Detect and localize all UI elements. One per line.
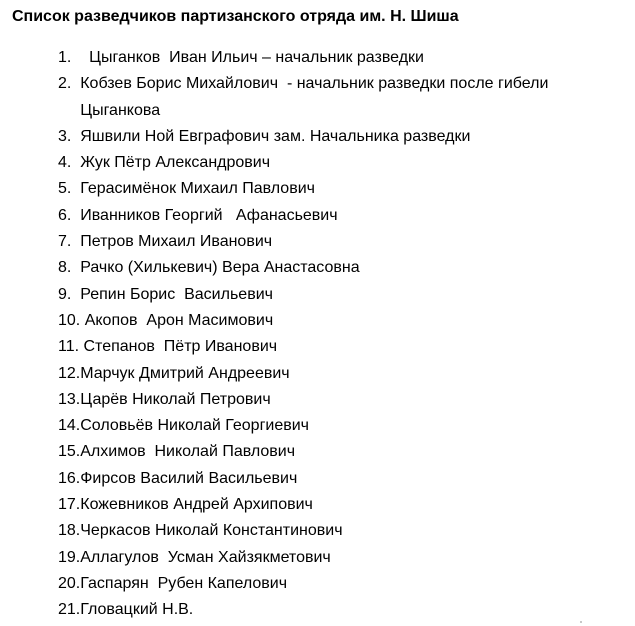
list-item-number: 2. (58, 75, 81, 93)
list-item-text: Кожевников Андрей Архипович (80, 496, 313, 514)
scan-speck (580, 621, 582, 623)
list-item (58, 255, 603, 281)
scouts-list (58, 45, 603, 624)
list-item (58, 439, 603, 465)
list-item-number: 11. (58, 338, 84, 356)
list-item (58, 308, 603, 334)
list-item-text: Аллагулов Усман Хайзякметович (80, 548, 331, 566)
list-item-number: 13. (58, 390, 81, 408)
list-item-text: Петров Михаил Иванович (80, 233, 273, 251)
list-item-text: Гловацкий Н.В. (80, 601, 194, 619)
list-item (58, 45, 603, 71)
list-item (58, 545, 603, 571)
list-item-text: Репин Борис Васильевич (80, 285, 273, 303)
list-item-text: Соловьёв Николай Георгиевич (80, 417, 310, 435)
list-item (58, 466, 603, 492)
list-item (58, 492, 603, 518)
list-item-number: 5. (58, 180, 81, 198)
list-item (58, 518, 603, 544)
list-item-number: 4. (58, 154, 81, 172)
list-item (58, 176, 603, 202)
list-item-number: 3. (58, 127, 81, 145)
list-item-number: 18. (58, 522, 81, 540)
list-item-number: 6. (58, 206, 81, 224)
list-item (58, 71, 603, 124)
list-item-number: 19. (58, 548, 81, 566)
list-item-text: Фирсов Василий Васильевич (80, 469, 298, 487)
list-item (58, 229, 603, 255)
list-item (58, 334, 603, 360)
list-item (58, 361, 603, 387)
list-item (58, 124, 603, 150)
list-item-body (80, 71, 548, 124)
list-item-number: 7. (58, 233, 81, 251)
list-item-text: Марчук Дмитрий Андреевич (80, 364, 290, 382)
list-item-text: Рачко (Хилькевич) Вера Анастасовна (80, 259, 360, 277)
list-item-text: Кобзев Борис Михайлович - начальник разведки после гибели (80, 75, 549, 93)
list-item-text: Черкасов Николай Константинович (80, 522, 343, 540)
list-item (58, 387, 603, 413)
list-item (58, 282, 603, 308)
list-item-number: 17. (58, 496, 81, 514)
list-item-text: Степанов Пётр Иванович (83, 338, 278, 356)
list-item-text: Жук Пётр Александрович (80, 154, 271, 172)
list-item-number: 20. (58, 574, 81, 592)
list-item (58, 597, 603, 623)
list-item (58, 203, 603, 229)
list-item-text: Царёв Николай Петрович (80, 390, 271, 408)
list-item-text: Гаспарян Рубен Капелович (80, 574, 288, 592)
list-item-text: Цыганков Иван Ильич – начальник разведки (84, 49, 424, 66)
list-item-text: Иванников Георгий Афанасьевич (80, 206, 338, 224)
list-item-number: 15. (58, 443, 81, 461)
list-item-number: 14. (58, 417, 81, 435)
list-item (58, 413, 603, 439)
list-item-text: Алхимов Николай Павлович (80, 443, 296, 461)
list-item-number: 8. (58, 259, 81, 277)
list-item-number: 1. (58, 49, 85, 66)
list-item-text: Герасимёнок Михаил Павлович (80, 180, 315, 198)
list-item-text: Акопов Арон Масимович (84, 311, 274, 329)
list-item-number: 9. (58, 285, 81, 303)
list-item-number: 16. (58, 469, 81, 487)
list-item-text: Яшвили Ной Евграфович зам. Начальника разведки (80, 127, 471, 145)
list-item-text-continued: Цыганкова (80, 101, 161, 119)
list-item-number: 12. (58, 364, 81, 382)
list-item (58, 150, 603, 176)
document-title: Список разведчиков партизанского отряда им. Н. Шиша (12, 8, 459, 25)
list-item-number: 21. (58, 601, 81, 619)
list-item-number: 10. (58, 311, 85, 329)
list-item (58, 571, 603, 597)
